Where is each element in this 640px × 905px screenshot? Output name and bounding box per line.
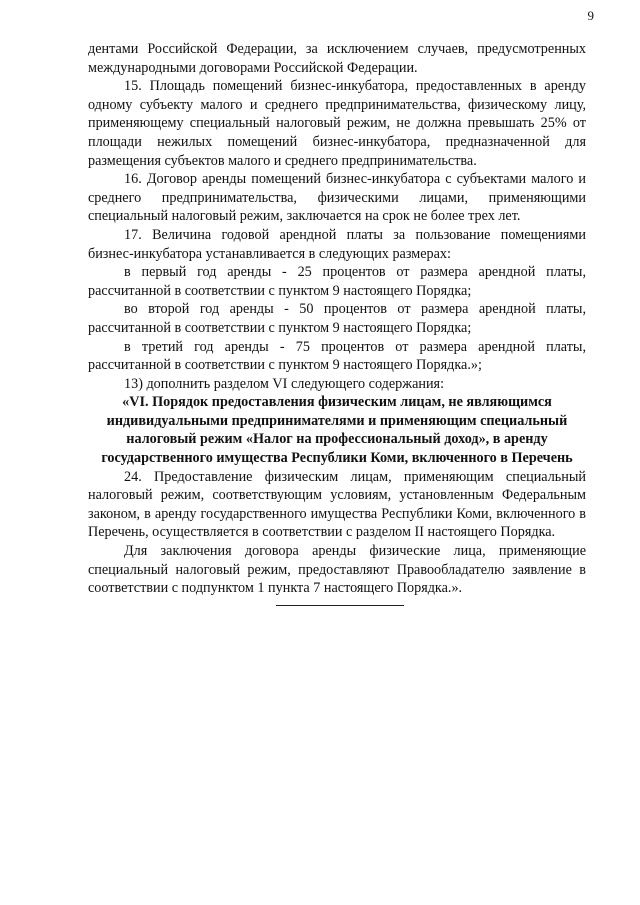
paragraph-24-contract: Для заключения договора аренды физические лица, применяющие специальный налоговый режим, предоставляют Правообладателю заявление в соответствии с подпунктом 1 пункта 7 настоящего Порядка.». [88, 543, 586, 597]
page-number: 9 [587, 8, 594, 23]
section-title: «VI. Порядок предоставления физическим лицам, не являющимся индивидуальными предпринимателями и применяющим специальный налоговый режим «Налог на профессиональный доход», в аренду государственного имущества Республики Коми, включенного в Перечень [101, 394, 573, 467]
paragraph-17-year-2: во второй год аренды - 50 процентов от размера арендной платы, рассчитанной в соответствии с пунктом 9 настоящего Порядка; [88, 301, 586, 336]
paragraph-17-year-1: в первый год аренды - 25 процентов от размера арендной платы, рассчитанной в соответствии с пунктом 9 настоящего Порядка; [88, 264, 586, 299]
paragraph-16: 16. Договор аренды помещений бизнес-инкубатора с субъектами малого и среднего предпринимательства, физическими лицами, применяющими специальный налоговый режим, заключается на срок не более трех лет. [88, 171, 586, 225]
paragraph-17-year-3: в третий год аренды - 75 процентов от размера арендной платы, рассчитанной в соответствии с пунктом 9 настоящего Порядка.»; [88, 338, 586, 374]
paragraph-15: 15. Площадь помещений бизнес-инкубатора, предоставленных в аренду одному субъекту малого и среднего предпринимательства, физическому лицу, применяющему специальный налоговый режим, не должна превышать 25% от площади нежилых помещений бизнес-инкубатора, предназначенной для размещения субъектов малого и среднего предпринимательства. [88, 78, 586, 169]
paragraph-continuation: дентами Российской Федерации, за исключением случаев, предусмотренных международными договорами Российской Федерации. [88, 41, 586, 76]
end-rule [276, 605, 404, 606]
paragraph-item-13: 13) дополнить разделом VI следующего содержания: [124, 375, 445, 392]
paragraph-24: 24. Предоставление физическим лицам, применяющим специальный налоговый режим, соответствующим условиям, установленным Федеральным законом, в аренду государственного имущества Республики Коми, включенного в Перечень, осуществляется в соответствии с разделом II настоящего Порядка. [88, 468, 586, 541]
document-body [88, 40, 586, 598]
paragraph-17: 17. Величина годовой арендной платы за пользование помещениями бизнес-инкубатора устанавливается в следующих размерах: [88, 226, 586, 262]
